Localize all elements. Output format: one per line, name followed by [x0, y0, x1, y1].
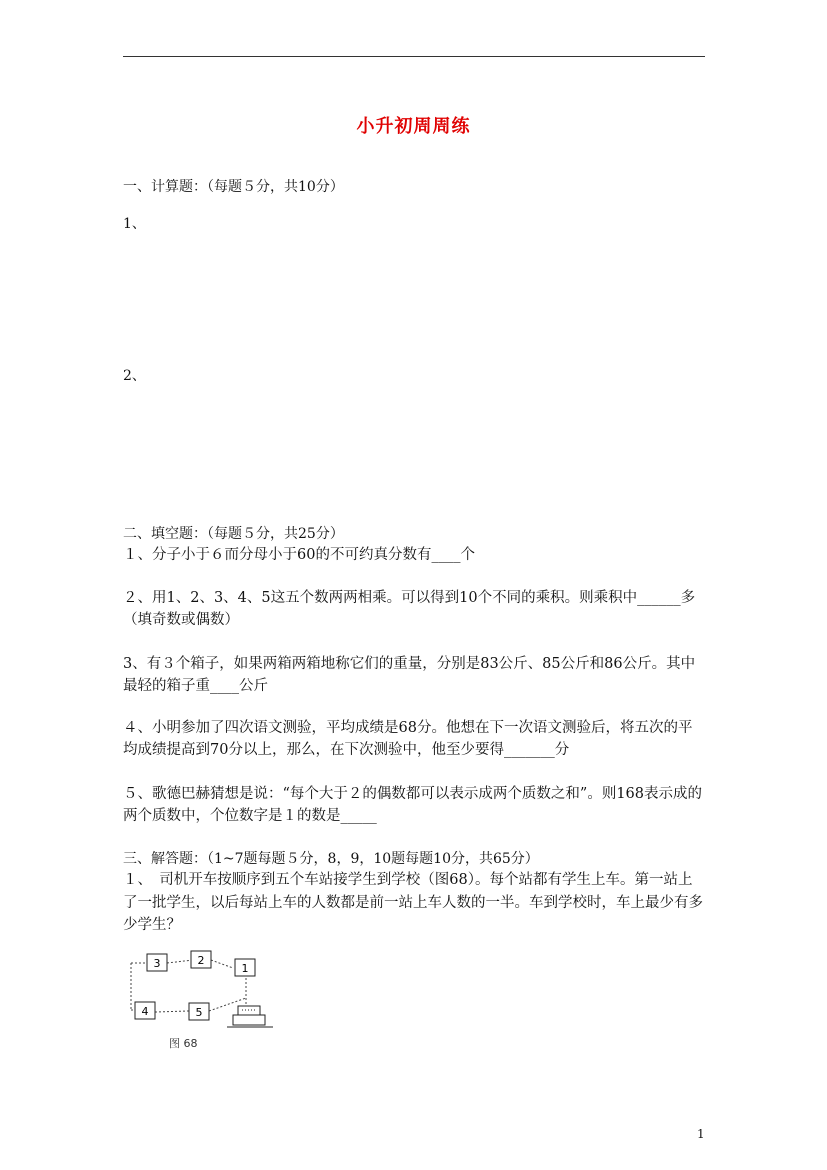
fill-question-3-line-1: 3、有３个箱子，如果两箱两箱地称它们的重量，分别是83公斤、85公斤和86公斤。其中: [123, 656, 696, 672]
section-1-item-2: 2、: [123, 368, 146, 384]
document-title: 小升初周周练: [356, 116, 471, 137]
school-building-icon: [227, 1006, 273, 1027]
station-3-label: 3: [153, 957, 161, 970]
answer-question-1-line-3: 少学生？: [123, 917, 181, 933]
fill-question-2-line-2: （填奇数或偶数）: [123, 612, 239, 628]
page-number: 1: [697, 1127, 705, 1141]
station-5-label: 5: [195, 1006, 203, 1019]
section-1-item-1: 1、: [123, 216, 146, 232]
header-rule: [123, 56, 705, 57]
station-2: [191, 951, 211, 968]
figure-caption: 图 68: [169, 1037, 198, 1050]
answer-question-1-line-2: 了一批学生，以后每站上车的人数都是前一站上车人数的一半。车到学校时，车上最少有多: [123, 895, 703, 911]
section-1-header: 一、计算题：（每题５分，共10分）: [123, 179, 344, 195]
section-2-header: 二、填空题：（每题５分，共25分）: [123, 526, 344, 542]
fill-question-4-line-1: ４、小明参加了四次语文测验，平均成绩是68分。他想在下一次语文测验后，将五次的平: [123, 720, 693, 736]
bus-route-figure: [123, 948, 283, 1058]
station-1-label: 1: [241, 962, 249, 975]
station-4-label: 4: [141, 1005, 149, 1018]
station-4: [135, 1002, 155, 1019]
fill-question-4-line-2: 均成绩提高到70分以上，那么，在下次测验中，他至少要得_______分: [123, 742, 570, 758]
fill-question-3-line-2: 最轻的箱子重____公斤: [123, 678, 268, 694]
station-5: [189, 1003, 209, 1020]
fill-question-1: １、分子小于６而分母小于60的不可约真分数有____个: [123, 547, 475, 563]
station-1: [235, 959, 255, 976]
fill-question-5-line-1: ５、歌德巴赫猜想是说：“每个大于２的偶数都可以表示成两个质数之和”。则168表示成的: [123, 786, 702, 802]
station-3: [147, 954, 167, 971]
section-3-header: 三、解答题：（1~7题每题５分，8，9，10题每题10分，共65分）: [123, 851, 539, 867]
answer-question-1-line-1: １、 司机开车按顺序到五个车站接学生到学校（图68）。每个站都有学生上车。第一站上: [123, 872, 693, 888]
fill-question-5-line-2: 两个质数中，个位数字是１的数是_____: [123, 808, 377, 824]
station-2-label: 2: [197, 954, 205, 967]
fill-question-2-line-1: ２、用1、2、3、4、5这五个数两两相乘。可以得到10个不同的乘积。则乘积中______多: [123, 590, 696, 606]
